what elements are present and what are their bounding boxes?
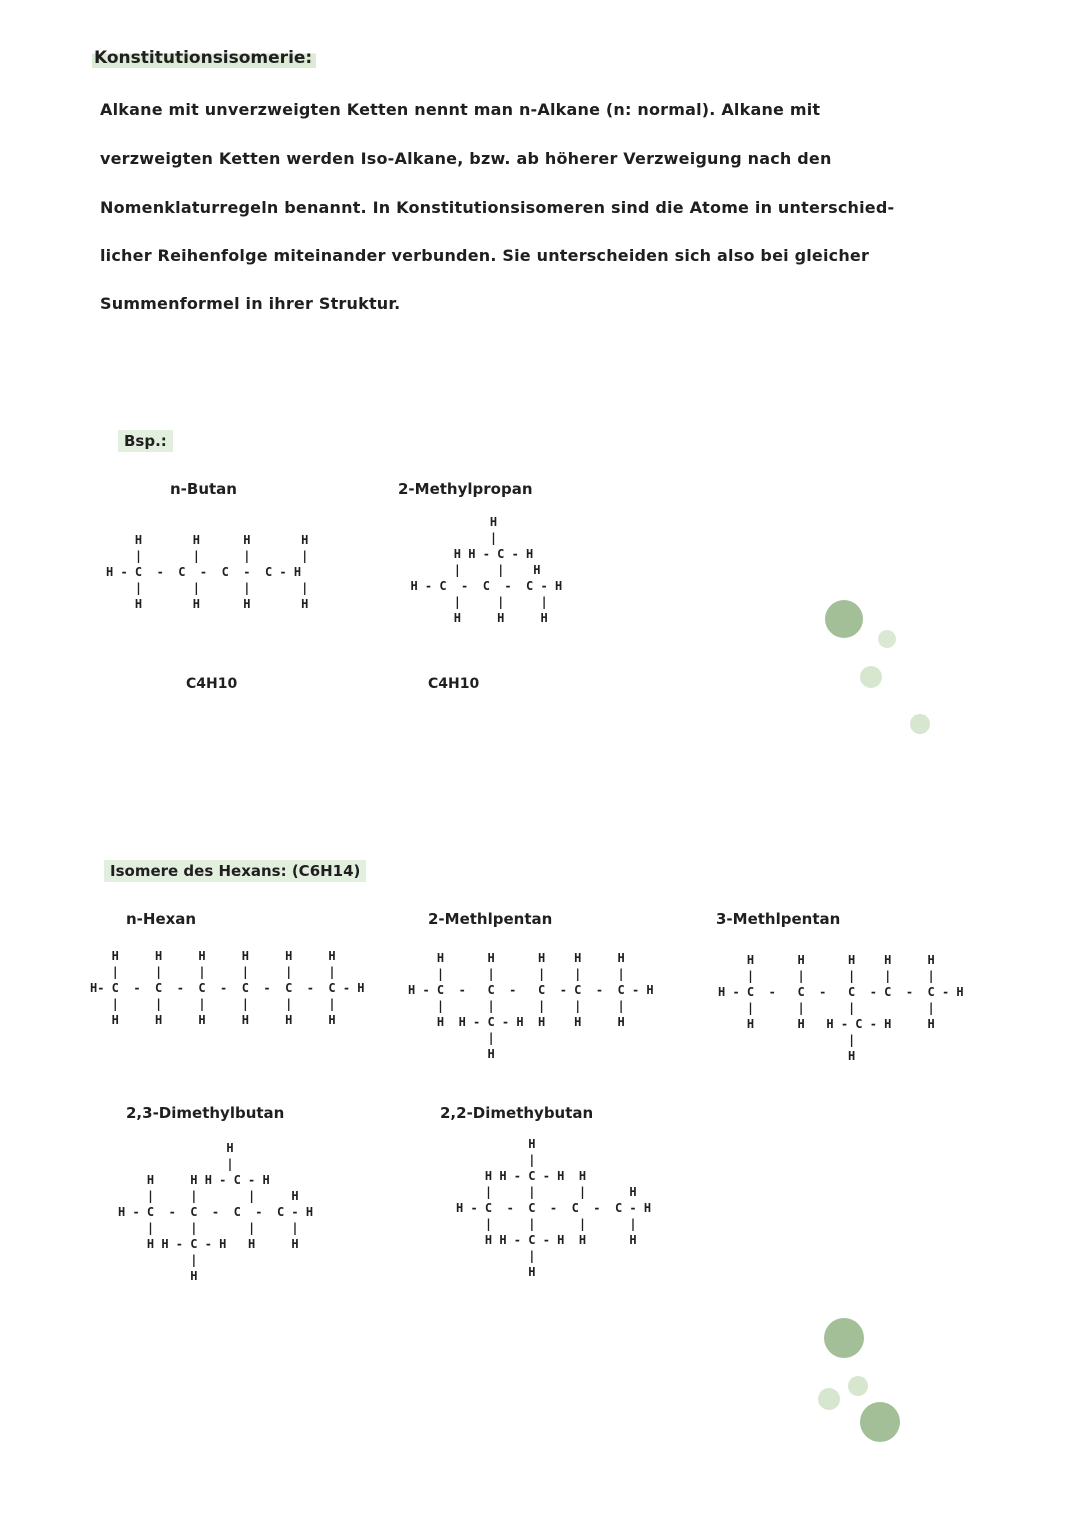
dimethylbutane-22-name: 2,2-Dimethybutan <box>440 1104 594 1122</box>
paragraph-line-5: Summenformel in ihrer Struktur. <box>100 294 401 313</box>
hexane-isomers-heading: Isomere des Hexans: (C6H14) <box>104 860 366 882</box>
example-label: Bsp.: <box>118 430 173 452</box>
n-hexane-structure: H H H H H H | | | | | | H- C - C - C - C - C - C - H | | | | | | H H H H H H <box>90 949 365 1027</box>
decor-dot-4 <box>910 714 930 734</box>
methylpentane-3-structure: H H H H H | | | | | H - C - C - C - C - C - H | | | | H H H - C - H H | H <box>718 953 964 1063</box>
paragraph-line-4: licher Reihenfolge miteinander verbunden. Sie unterscheiden sich also bei gleicher <box>100 246 870 265</box>
methylpropane-name: 2-Methylpropan <box>398 480 533 498</box>
n-hexane-name: n-Hexan <box>126 910 197 928</box>
methylpropane-formula: C4H10 <box>428 676 480 692</box>
decor-dot-1 <box>825 600 863 638</box>
decor-dot-2 <box>878 630 896 648</box>
paragraph-line-1: Alkane mit unverzweigten Ketten nennt man n-Alkane (n: normal). Alkane mit <box>100 100 821 119</box>
butane-formula: C4H10 <box>186 676 238 692</box>
dimethylbutane-22-structure: H | H H - C - H H | | | H H - C - C - C - C - H | | | | H H - C - H H H | H <box>456 1137 652 1279</box>
methylpentane-2-structure: H H H H H | | | | | H - C - C - C - C - C - H | | | | | H H - C - H H H H | H <box>408 951 654 1061</box>
paragraph-line-3: Nomenklaturregeln benannt. In Konstitutionsisomeren sind die Atome in unterschied- <box>100 198 895 217</box>
paragraph-line-2: verzweigten Ketten werden Iso-Alkane, bzw. ab höherer Verzweigung nach den <box>100 149 832 168</box>
dimethylbutane-23-structure: H | H H H - C - H | | | H H - C - C - C - C - H | | | | H H - C - H H H | H <box>118 1141 314 1283</box>
decor-dot-8 <box>860 1402 900 1442</box>
methylpropane-structure: H | H H - C - H | | H H - C - C - C - H | | | H H H <box>410 515 563 625</box>
decor-dot-6 <box>848 1376 868 1396</box>
decor-dot-7 <box>818 1388 840 1410</box>
butane-name: n-Butan <box>170 480 237 498</box>
decor-dot-3 <box>860 666 882 688</box>
methylpentane-2-name: 2-Methlpentan <box>428 910 553 928</box>
dimethylbutane-23-name: 2,3-Dimethylbutan <box>126 1104 285 1122</box>
page-title: Konstitutionsisomerie: <box>92 46 316 68</box>
butane-structure: H H H H | | | | H - C - C - C - C - H | | | | H H H H <box>106 533 309 611</box>
methylpentane-3-name: 3-Methlpentan <box>716 910 841 928</box>
decor-dot-5 <box>824 1318 864 1358</box>
